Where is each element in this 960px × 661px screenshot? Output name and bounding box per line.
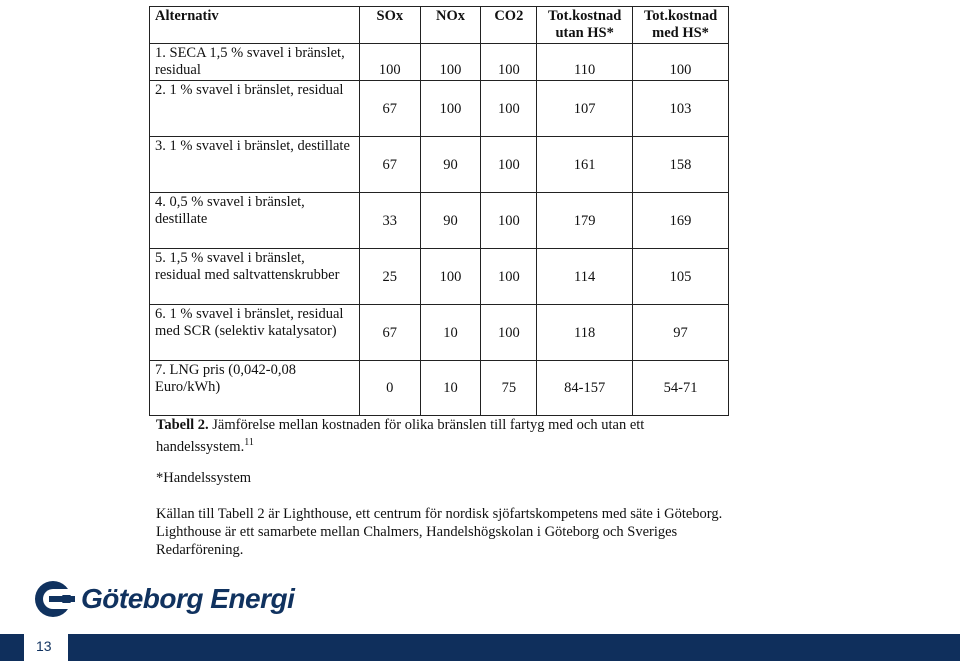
- nox-cell: 100: [420, 81, 481, 137]
- co2-cell: 100: [481, 137, 537, 193]
- sox-cell: 100: [359, 44, 420, 81]
- header-co2: CO2: [481, 7, 537, 44]
- kostnad-utan-hs-cell: 118: [537, 305, 633, 361]
- kostnad-utan-hs-cell: 161: [537, 137, 633, 193]
- alternative-cell: 2. 1 % svavel i bränslet, residual: [150, 81, 360, 137]
- footnote-handelssystem: *Handelssystem: [156, 470, 252, 486]
- nox-cell: 10: [420, 361, 481, 416]
- caption-footnote-ref: 11: [244, 437, 254, 448]
- nox-cell: 90: [420, 193, 481, 249]
- kostnad-med-hs-cell: 105: [633, 249, 729, 305]
- co2-cell: 100: [481, 249, 537, 305]
- footer-bar: [0, 634, 960, 661]
- kostnad-utan-hs-cell: 107: [537, 81, 633, 137]
- company-logo: [33, 577, 294, 621]
- co2-cell: 100: [481, 305, 537, 361]
- table-row: [150, 193, 729, 249]
- kostnad-utan-hs-cell: 114: [537, 249, 633, 305]
- table-caption: [156, 416, 716, 456]
- alternative-cell: 6. 1 % svavel i bränslet, residual med SCR (selektiv katalysator): [150, 305, 360, 361]
- table-row: [150, 137, 729, 193]
- alternative-cell: 7. LNG pris (0,042-0,08 Euro/kWh): [150, 361, 360, 416]
- page-number: 13: [36, 638, 52, 654]
- sox-cell: 33: [359, 193, 420, 249]
- nox-cell: 10: [420, 305, 481, 361]
- nox-cell: 100: [420, 249, 481, 305]
- header-sox: SOx: [359, 7, 420, 44]
- co2-cell: 100: [481, 81, 537, 137]
- header-kostnad-utan-hs: Tot.kostnad utan HS*: [537, 7, 633, 44]
- document-page: [149, 6, 747, 558]
- table-row: [150, 305, 729, 361]
- goteborg-energi-logo-icon: [33, 579, 75, 619]
- alternative-cell: 4. 0,5 % svavel i bränslet, destillate: [150, 193, 360, 249]
- table-row: [150, 81, 729, 137]
- kostnad-med-hs-cell: 169: [633, 193, 729, 249]
- caption-label: Tabell 2.: [156, 417, 209, 433]
- comparison-table: [149, 6, 729, 416]
- table-row: [150, 249, 729, 305]
- logo-text: Göteborg Energi: [81, 583, 295, 614]
- header-nox: NOx: [420, 7, 481, 44]
- sox-cell: 0: [359, 361, 420, 416]
- kostnad-med-hs-cell: 103: [633, 81, 729, 137]
- alternative-cell: 1. SECA 1,5 % svavel i bränslet, residual: [150, 44, 360, 81]
- kostnad-med-hs-cell: 100: [633, 44, 729, 81]
- co2-cell: 100: [481, 193, 537, 249]
- table-row: [150, 44, 729, 81]
- header-alternativ: Alternativ: [150, 7, 360, 44]
- header-kostnad-med-hs: Tot.kostnad med HS*: [633, 7, 729, 44]
- co2-cell: 75: [481, 361, 537, 416]
- kostnad-med-hs-cell: 97: [633, 305, 729, 361]
- table-header-row: [150, 7, 729, 44]
- kostnad-utan-hs-cell: 110: [537, 44, 633, 81]
- sox-cell: 25: [359, 249, 420, 305]
- alternative-cell: 3. 1 % svavel i bränslet, destillate: [150, 137, 360, 193]
- kostnad-utan-hs-cell: 179: [537, 193, 633, 249]
- caption-text: Jämförelse mellan kostnaden för olika bränslen till fartyg med och utan ett handelssystem.: [156, 417, 645, 455]
- kostnad-med-hs-cell: 54-71: [633, 361, 729, 416]
- alternative-cell: 5. 1,5 % svavel i bränslet, residual med saltvattenskrubber: [150, 249, 360, 305]
- nox-cell: 90: [420, 137, 481, 193]
- sox-cell: 67: [359, 137, 420, 193]
- kostnad-utan-hs-cell: 84-157: [537, 361, 633, 416]
- nox-cell: 100: [420, 44, 481, 81]
- sox-cell: 67: [359, 305, 420, 361]
- source-paragraph: Källan till Tabell 2 är Lighthouse, ett centrum för nordisk sjöfartskompetens med säte i Göteborg. Lighthouse är ett samarbete mellan Chalmers, Handelshögskolan i Göteborg och Sveriges Redarförening.: [156, 506, 723, 558]
- table-row: [150, 361, 729, 416]
- co2-cell: 100: [481, 44, 537, 81]
- sox-cell: 67: [359, 81, 420, 137]
- kostnad-med-hs-cell: 158: [633, 137, 729, 193]
